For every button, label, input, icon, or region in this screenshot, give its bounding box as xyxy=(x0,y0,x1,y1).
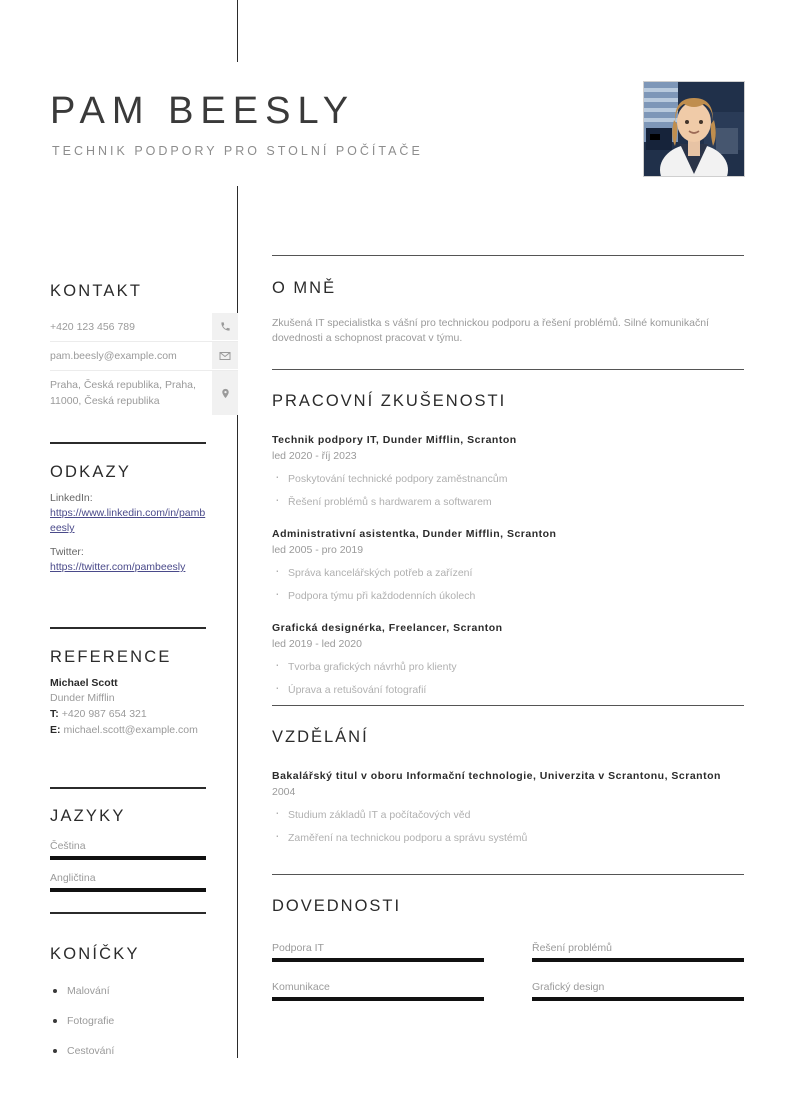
language-item-cestina xyxy=(50,838,206,860)
contact-heading: KONTAKT xyxy=(50,282,143,300)
resume-header xyxy=(0,0,794,200)
link-label-linkedin: LinkedIn: xyxy=(50,492,93,504)
reference-name: Michael Scott xyxy=(50,677,118,689)
entry-bullet: · Tvorba grafických návrhů pro klienty xyxy=(272,660,744,675)
experience-section xyxy=(272,369,744,698)
contact-phone-text: +420 123 456 789 xyxy=(50,321,135,333)
skill-level-fill xyxy=(532,997,744,1001)
experience-entry xyxy=(272,621,744,698)
skill-item-graficky-design xyxy=(532,979,744,1001)
education-entry xyxy=(272,769,744,846)
contact-email-text: pam.beesly@example.com xyxy=(50,350,177,362)
reference-heading: REFERENCE xyxy=(50,648,172,666)
skill-level-bar xyxy=(532,958,744,962)
skill-item-reseni-problemu xyxy=(532,940,744,962)
section-divider xyxy=(50,627,206,629)
entry-date: led 2020 - říj 2023 xyxy=(272,450,357,463)
skill-name: Grafický design xyxy=(532,981,605,994)
skill-name: Řešení problémů xyxy=(532,942,612,955)
avatar xyxy=(643,81,745,177)
portrait-photo-icon xyxy=(644,82,744,176)
about-text: Zkušená IT specialistka s vášní pro technickou podporu a řešení problémů. Silné komunikační dovednosti a schopnost pracovat v týmu. xyxy=(272,317,709,345)
entry-bullet: · Úprava a retušování fotografií xyxy=(272,683,744,698)
section-divider xyxy=(50,442,206,444)
skills-row xyxy=(272,979,744,1001)
language-level-bar xyxy=(50,888,206,892)
skill-level-fill xyxy=(272,958,484,962)
hobbies-section xyxy=(50,945,206,1073)
location-pin-icon xyxy=(212,371,238,415)
section-divider xyxy=(50,787,206,789)
contact-row-email xyxy=(50,342,238,371)
contact-row-address xyxy=(50,371,238,415)
skill-level-fill xyxy=(272,997,484,1001)
experience-entry xyxy=(272,433,744,510)
hobbies-divider-wrap xyxy=(50,912,206,914)
language-item-anglictina xyxy=(50,870,206,892)
contact-section xyxy=(50,282,238,301)
entry-bullet: · Správa kancelářských potřeb a zařízení xyxy=(272,566,744,581)
skill-item-podpora-it xyxy=(272,940,484,962)
link-label-twitter: Twitter: xyxy=(50,546,84,558)
page-title: PAM BEESLY xyxy=(50,90,356,132)
about-section xyxy=(272,255,744,346)
education-heading: VZDĚLÁNÍ xyxy=(272,728,369,747)
entry-bullet: · Studium základů IT a počítačových věd xyxy=(272,808,744,823)
job-title-subtitle: TECHNIK PODPORY PRO STOLNÍ POČÍTAČE xyxy=(52,144,423,158)
entry-title: Administrativní asistentka, Dunder Mifflin, Scranton xyxy=(272,528,557,541)
skill-level-bar xyxy=(272,997,484,1001)
links-divider-wrap xyxy=(50,442,206,444)
skill-level-fill xyxy=(532,958,744,962)
languages-section xyxy=(50,807,206,902)
entry-date: led 2005 - pro 2019 xyxy=(272,544,364,557)
skill-item-komunikace xyxy=(272,979,484,1001)
language-level-bar xyxy=(50,856,206,860)
entry-title: Bakalářský titul v oboru Informační technologie, Univerzita v Scrantonu, Scranton xyxy=(272,770,721,783)
reference-divider-wrap xyxy=(50,627,206,629)
entry-date: led 2019 - led 2020 xyxy=(272,638,362,651)
links-section xyxy=(50,463,206,575)
entry-bullet: · Poskytování technické podpory zaměstnancům xyxy=(272,472,744,487)
reference-phone-label: T: xyxy=(50,708,59,720)
experience-heading: PRACOVNÍ ZKUŠENOSTI xyxy=(272,392,507,411)
about-heading: O MNĚ xyxy=(272,279,337,298)
skill-level-bar xyxy=(532,997,744,1001)
language-level-fill xyxy=(50,856,206,860)
link-url-linkedin[interactable]: https://www.linkedin.com/in/pambeesly xyxy=(50,507,206,534)
reference-section xyxy=(50,648,206,738)
reference-phone-value: +420 987 654 321 xyxy=(61,708,147,720)
contact-address-text: Praha, Česká republika, Praha, 11000, Česká republika xyxy=(50,379,196,407)
skill-name: Podpora IT xyxy=(272,942,324,955)
entry-title: Technik podpory IT, Dunder Mifflin, Scranton xyxy=(272,434,517,447)
entry-date: 2004 xyxy=(272,786,296,799)
contact-list xyxy=(50,313,238,415)
language-level-fill xyxy=(50,888,206,892)
skills-section xyxy=(272,874,744,1001)
hobby-item: Cestování xyxy=(50,1043,206,1059)
education-section xyxy=(272,705,744,846)
language-name: Angličtina xyxy=(50,872,96,884)
entry-bullet: · Podpora týmu při každodenních úkolech xyxy=(272,589,744,604)
link-url-twitter[interactable]: https://twitter.com/pambeesly xyxy=(50,561,186,573)
envelope-icon xyxy=(212,342,238,370)
reference-email-value: michael.scott@example.com xyxy=(63,724,198,736)
entry-bullet: · Zaměření na technickou podporu a správu systémů xyxy=(272,831,744,846)
languages-divider-wrap xyxy=(50,787,206,789)
skill-name: Komunikace xyxy=(272,981,330,994)
hobby-item: Fotografie xyxy=(50,1013,206,1029)
skills-heading: DOVEDNOSTI xyxy=(272,897,402,916)
contact-row-phone xyxy=(50,313,238,342)
skills-row xyxy=(272,940,744,962)
languages-heading: JAZYKY xyxy=(50,807,126,825)
entry-bullet: · Řešení problémů s hardwarem a softwarem xyxy=(272,495,744,510)
section-divider xyxy=(50,912,206,914)
reference-phone-row xyxy=(50,707,206,722)
phone-icon xyxy=(212,313,238,341)
experience-entry xyxy=(272,527,744,604)
reference-company: Dunder Mifflin xyxy=(50,692,115,704)
hobby-item: Malování xyxy=(50,983,206,999)
links-heading: ODKAZY xyxy=(50,463,132,481)
skill-level-bar xyxy=(272,958,484,962)
entry-title: Grafická designérka, Freelancer, Scranton xyxy=(272,622,503,635)
language-name: Čeština xyxy=(50,840,86,852)
hobbies-heading: KONÍČKY xyxy=(50,945,140,963)
reference-email-row xyxy=(50,723,206,738)
reference-email-label: E: xyxy=(50,724,61,736)
